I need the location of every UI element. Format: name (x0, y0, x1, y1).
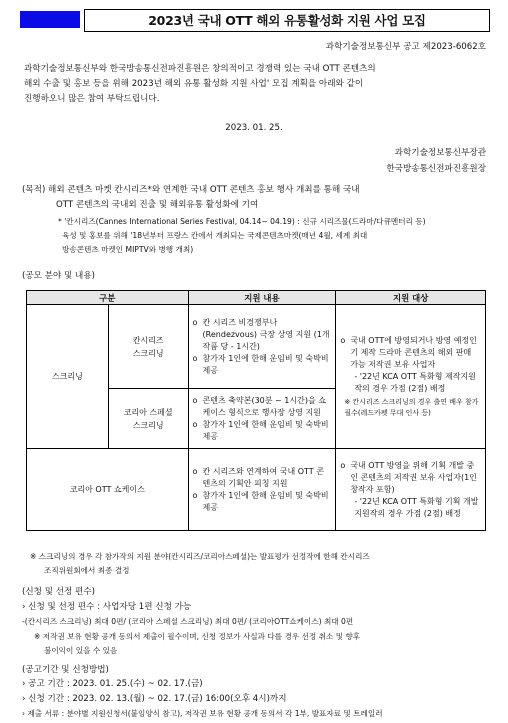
issuer-agency: 한국방송통신전파진흥원장 (386, 164, 486, 174)
header-category: 구분 (27, 291, 189, 305)
table-note-line-2: 조직위원회에서 최종 결정 (44, 566, 130, 575)
intro-line-3: 진행하오니 많은 참여 부탁드립니다. (24, 94, 160, 104)
sub-korea-special-screening: 코리아 스페셜 스크리닝 (108, 389, 188, 449)
sub-cannes-screening: 칸시리즈 스크리닝 (108, 305, 188, 389)
support-table (26, 290, 486, 531)
intro-line-1: 과학기술정보통신부와 한국방송통신전파진흥원은 창의적이고 경쟁력 있는 국내 OTT 콘텐츠의 (24, 64, 376, 74)
period-line-2: › 신청 기간 : 2023. 02. 13.(월) ~ 02. 17.(금) 16:00(오후 4시)까지 (22, 694, 287, 704)
target-korea-ott-showcase: o 국내 OTT 방영을 위해 기획 개발 중인 콘텐츠의 저작권 보유 사업자(1인 창작자 포함) - '22년 KCA OTT 특화형 기획 개발 지원작의 경우 가점 (2점) 배정 (336, 449, 486, 531)
purpose-line-1: (목적) 해외 콘텐츠 마켓 칸시리즈*와 연계한 국내 OTT 콘텐츠 홍보 행사 개최를 통해 국내 (22, 185, 360, 195)
footnote-line-3: 방송콘텐츠 마켓인 MIPTV와 병행 개최) (62, 245, 194, 254)
category-korea-ott-showcase: 코리아 OTT 쇼케이스 (27, 449, 189, 531)
content-cannes-screening: o 칸 시리즈 비경쟁부나 (Rendezvous) 극장 상영 지원 (1개 작품 당 - 1시간) o 참가자 1인에 한해 운임비 및 숙박비 제공 (188, 305, 336, 389)
table-note-line-1: ※ 스크리닝의 경우 각 참가작의 지원 분야(칸시리즈/코리아스페셜)는 발표평가 선정작에 한해 칸시리즈 (30, 552, 370, 561)
header-content: 지원 내용 (188, 291, 336, 305)
content-korea-special-screening: o 콘텐츠 축약본(30분 ~ 1시간)을 쇼케이스 형식으로 행사장 상영 지원 o 참가자 1인에 한해 운임비 및 숙박비 제공 (188, 389, 336, 449)
period-line-3: › 제출 서류 : 분야별 지원신청서(붙임양식 참고), 저작권 보유 현황 공개 동의서 각 1부, 발표자료 및 트레일러 (22, 709, 383, 718)
header-target: 지원 대상 (336, 291, 486, 305)
purpose-line-2: OTT 콘텐츠의 국내외 진출 및 해외유통 활성화에 기여 (56, 200, 259, 210)
category-screening: 스크리닝 (27, 305, 109, 449)
apply-line-3: ※ 저작권 보유 현황 공개 동의서 제출이 필수이며, 신청 정보가 사실과 다를 경우 선정 취소 및 향후 (34, 632, 361, 641)
notice-date: 2023. 01. 25. (225, 123, 283, 133)
section-apply-heading: (신청 및 선정 편수) (22, 587, 96, 597)
page-title: 2023년 국내 OTT 해외 유통활성화 지원 사업 모집 (84, 9, 490, 32)
intro-line-2: 해외 수출 및 홍보 등을 위해 2023년 해외 유통 활성화 지원 사업' 모집 계획을 아래와 같이 (24, 79, 364, 89)
section-period-heading: (공고기간 및 신청방법) (22, 665, 109, 675)
section-field-heading: (공모 분야 및 내용) (22, 271, 96, 281)
apply-line-4: 불이익이 있을 수 있음 (44, 646, 118, 655)
content-korea-ott-showcase: o 칸 시리즈와 연계하여 국내 OTT 콘텐츠의 기획안 피칭 지원 o 참가자 1인에 한해 운임비 및 숙박비 제공 (188, 449, 336, 531)
issuer-ministry: 과학기술정보통신부장관 (394, 148, 486, 158)
footnote-line-1: * '칸시리즈(Cannes International Series Festival, 04.14~ 04.19) : 신규 시리즈물(드라마/다큐멘터리 등) (58, 217, 426, 226)
title-accent-bar (20, 11, 80, 28)
apply-line-2: -(칸시리즈 스크리닝) 최대 0편/ (코리아 스페셜 스크리닝) 최대 0편/ (코리아OTT쇼케이스) 최대 0편 (22, 617, 354, 626)
footnote-line-2: 육성 및 홍보를 위해 '18년부터 프랑스 칸에서 개최되는 국제콘텐츠마켓(매년 4월, 세계 최대 (62, 231, 368, 240)
apply-line-1: › 신청 및 선정 편수 : 사업자당 1편 신청 가능 (22, 602, 192, 612)
period-line-1: › 공고 기간 : 2023. 01. 25.(수) ~ 02. 17.(금) (22, 679, 203, 689)
target-screening: o 국내 OTT에 방영되거나 방영 예정인 기 제작 드라마 콘텐츠의 해외 판매 가능 저작권 보유 사업자 - '22년 KCA OTT 특화형 제작지원작의 경우 가점 (2점) 배정 ※ 칸시리즈 스크리닝의 경우 출연 배우 참가 필수(레드카펫 무대 인사 등) (336, 305, 486, 449)
notice-number: 과학기술정보통신부 공고 제2023-6062호 (325, 42, 486, 52)
